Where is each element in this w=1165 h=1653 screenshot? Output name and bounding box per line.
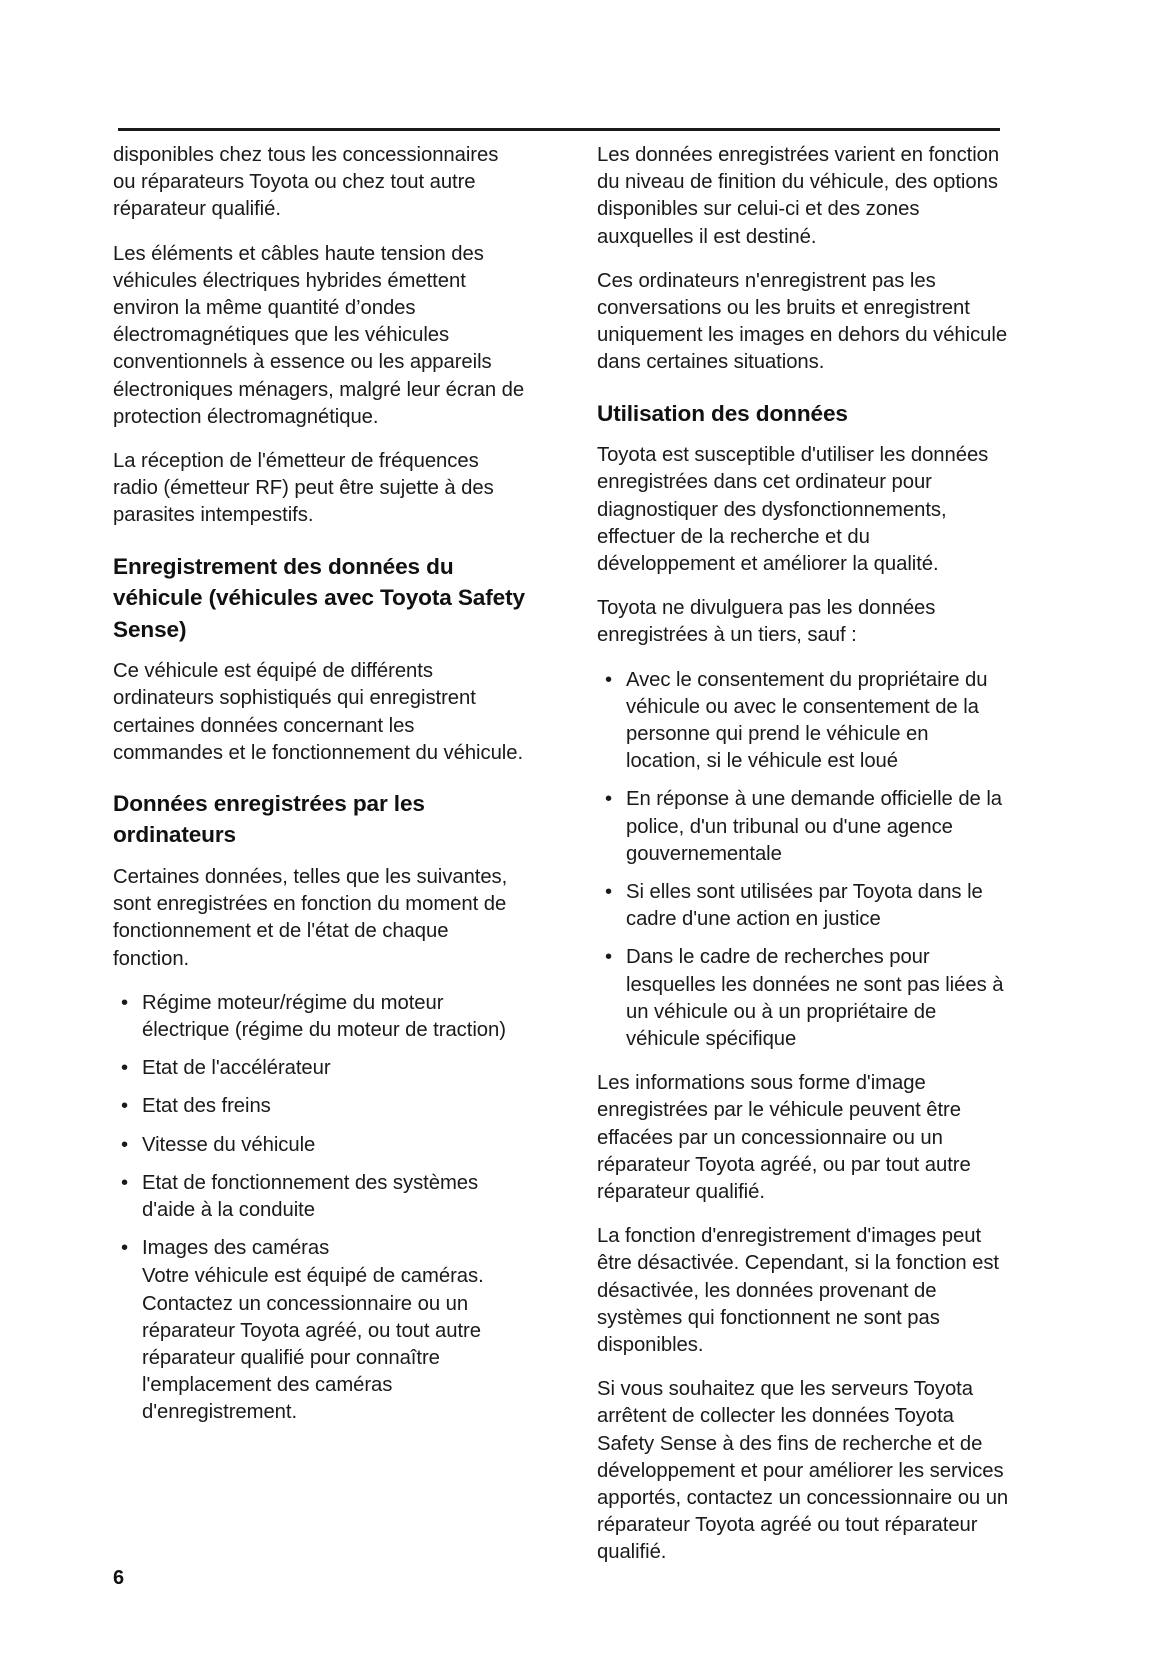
list-item [597,786,1009,868]
bullet-point-icon: • [121,1057,129,1080]
left-text-column [113,142,525,1584]
list-item [113,990,525,1044]
paragraph: disponibles chez tous les concessionnaires ou réparateurs Toyota ou chez tout autre réparateur qualifié. [113,144,499,221]
paragraph: Si vous souhaitez que les serveurs Toyota arrêtent de collecter les données Toyota Safety Sense à des fins de recherche et de développement et pour améliorer les services apportés, contactez un concessionnaire ou un réparateur Toyota agréé ou tout réparateur qualifié. [597,1378,1009,1564]
list-item-text: Etat de fonctionnement des systèmes d'aide à la conduite [142,1171,479,1221]
list-item [113,1093,525,1120]
list-item-text: Etat des freins [142,1095,271,1118]
paragraph: Toyota ne divulguera pas les données enregistrées à un tiers, sauf : [597,597,936,647]
paragraph: Ces ordinateurs n'enregistrent pas les conversations ou les bruits et enregistrent uniquement les images en dehors du véhicule dans certaines situations. [597,269,1008,374]
right-text-column [597,142,1009,1584]
list-item-text: Avec le consentement du propriétaire du véhicule ou avec le consentement de la personne qui prend le véhicule en location, si le véhicule est loué [626,668,988,773]
section-heading: Enregistrement des données du véhicule (véhicules avec Toyota Safety Sense) [113,553,525,642]
list-item-text: Vitesse du véhicule [142,1133,316,1156]
paragraph: La réception de l'émetteur de fréquences radio (émetteur RF) peut être sujette à des parasites intempestifs. [113,450,494,527]
list-item [113,1170,525,1224]
header-rule [118,128,1000,131]
list-item [113,1055,525,1082]
bullet-list [597,667,1009,1054]
list-item-text: Etat de l'accélérateur [142,1057,331,1080]
bullet-list [113,990,525,1427]
bullet-point-icon: • [121,1095,129,1118]
list-item-detail-text: Votre véhicule est équipé de caméras. Contactez un concessionnaire ou un réparateur Toyota agréé, ou tout autre réparateur qualifié pour connaître l'emplacement des caméras d'enregistrement. [142,1265,484,1424]
bullet-point-icon: • [121,991,129,1014]
paragraph: La fonction d'enregistrement d'images peut être désactivée. Cependant, si la fonction est désactivée, les données provenant de systèmes qui fonctionnent ne sont pas disponibles. [597,1225,999,1357]
list-item-text: En réponse à une demande officielle de la police, d'un tribunal ou d'une agence gouvernementale [626,788,1003,865]
bullet-point-icon: • [605,880,613,903]
paragraph: Toyota est susceptible d'utiliser les données enregistrées dans cet ordinateur pour diagnostiquer des dysfonctionnements, effectuer de la recherche et du développement et améliorer la qualité. [597,444,989,575]
paragraph: Les données enregistrées varient en fonction du niveau de finition du véhicule, des options disponibles sur celui-ci et des zones auxquelles il est destiné. [597,144,1000,248]
list-item-text: Dans le cadre de recherches pour lesquelles les données ne sont pas liées à un véhicule ou à un propriétaire de véhicule spécifique [626,946,1004,1050]
paragraph: Les éléments et câbles haute tension des véhicules électriques hybrides émettent environ la même quantité d’ondes électromagnétiques que les véhicules conventionnels à essence ou les appareils électroniques ménagers, malgré leur écran de protection électromagnétique. [113,242,525,428]
page-number: 6 [113,1567,125,1589]
paragraph: Ce véhicule est équipé de différents ordinateurs sophistiqués qui enregistrent certaines données concernant les commandes et le fonctionnement du véhicule. [113,660,524,764]
paragraph: Les informations sous forme d'image enregistrées par le véhicule peuvent être effacées par un concessionnaire ou un réparateur Toyota agréé, ou par tout autre réparateur qualifié. [597,1072,971,1203]
bullet-point-icon: • [121,1237,129,1260]
list-item-text: Régime moteur/régime du moteur électrique (régime du moteur de traction) [142,991,506,1041]
list-item [113,1132,525,1159]
list-item [597,944,1009,1053]
list-item [597,879,1009,933]
list-item [113,1235,525,1426]
two-column-layout [113,142,1008,1584]
list-item-text: Images des caméras [142,1237,330,1260]
list-item-text: Si elles sont utilisées par Toyota dans le cadre d'une action en justice [626,880,983,931]
bullet-point-icon: • [605,788,613,811]
section-heading: Utilisation des données [597,400,848,426]
list-item [597,667,1009,776]
bullet-point-icon: • [121,1133,129,1156]
paragraph: Certaines données, telles que les suivantes, sont enregistrées en fonction du moment de fonctionnement et de l'état de chaque fonction. [113,865,508,970]
bullet-point-icon: • [605,946,613,969]
bullet-point-icon: • [121,1171,129,1194]
section-heading: Données enregistrées par les ordinateurs [113,790,425,848]
bullet-point-icon: • [605,668,613,691]
